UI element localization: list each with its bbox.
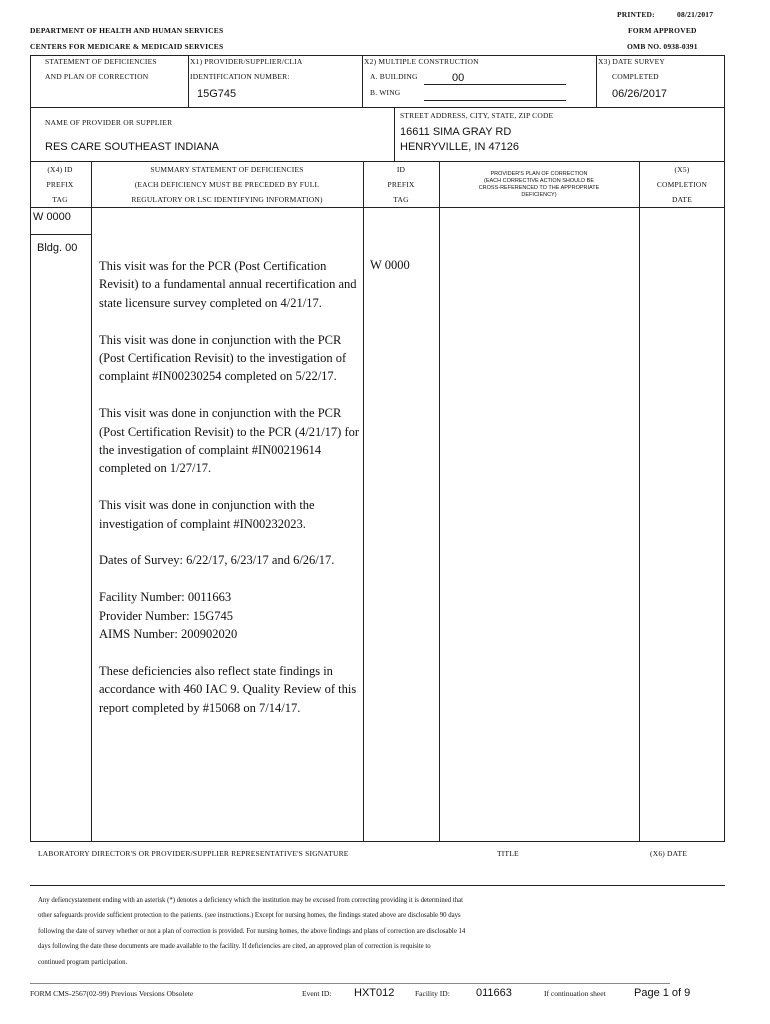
printed-date: 08/21/2017 <box>677 10 714 19</box>
disclaimer-line: days following the date these documents are made available to the facility. If deficiencies are cited, an approved plan of correction is requisite to <box>38 943 431 951</box>
summary-paragraph: These deficiencies also reflect state findings in accordance with 460 IAC 9. Quality Review of this report completed by #15068 on 7/14/17. <box>99 663 357 715</box>
date-label: (X6) DATE <box>650 849 688 858</box>
facility-id-value: 011663 <box>476 987 512 999</box>
clia-number: 15G745 <box>197 88 237 100</box>
disclaimer-line: other safeguards provide sufficient protection to the patients. (see instructions.) Except for nursing homes, the findings stated above are disclosable 90 days <box>38 912 461 920</box>
x3-label-1: X3) DATE SURVEY <box>598 57 665 66</box>
id-label-1: ID <box>396 165 406 174</box>
statement-label-2: AND PLAN OF CORRECTION <box>45 72 149 81</box>
plan-label-4: DEFICIENCY) <box>521 192 557 198</box>
x2-label: X2) MULTIPLE CONSTRUCTION <box>364 57 479 66</box>
left-tag: W 0000 <box>33 211 71 223</box>
x1-label-2: IDENTIFICATION NUMBER: <box>190 72 290 81</box>
summary-paragraph: This visit was done in conjunction with the investigation of complaint #IN00232023. <box>99 498 315 531</box>
statement-label-1: STATEMENT OF DEFICIENCIES <box>45 57 157 66</box>
signature-divider <box>30 885 725 886</box>
printed-label: PRINTED: <box>617 10 655 19</box>
summary-paragraph: This visit was done in conjunction with the PCR (Post Certification Revisit) to the PCR (4/21/17) for the investigation of complaint #IN00219614 completed on 1/27/17. <box>99 406 360 476</box>
summary-paragraph: Dates of Survey: 6/22/17, 6/23/17 and 6/26/17. <box>99 553 335 568</box>
x5-label-1: (X5) <box>674 165 690 174</box>
x3-label-2: COMPLETED <box>612 72 659 81</box>
plan-label-1: PROVIDER'S PLAN OF CORRECTION <box>490 171 588 177</box>
building-label: A. BUILDING <box>370 72 418 81</box>
title-label: TITLE <box>497 849 519 858</box>
x4-label-2: PREFIX <box>46 180 74 189</box>
summary-paragraph: This visit was done in conjunction with the PCR (Post Certification Revisit) to the investigation of complaint #IN00230254 completed on 5/22/17. <box>99 332 347 384</box>
wing-label: B. WING <box>370 88 401 97</box>
x5-label-2: COMPLETION <box>656 180 708 189</box>
summary-label-3: REGULATORY OR LSC IDENTIFYING INFORMATION) <box>131 195 323 204</box>
provider-name: RES CARE SOUTHEAST INDIANA <box>45 141 219 153</box>
plan-label-3: CROSS-REFERENCED TO THE APPROPRIATE <box>478 185 600 191</box>
x4-label-3: TAG <box>52 195 68 204</box>
aims-number: AIMS Number: 200902020 <box>99 627 238 642</box>
disclaimer <box>38 893 465 970</box>
disclaimer-line: Any defiencystatement ending with an asterisk (*) denotes a deficiency which the institution may be excused from correcting providing it is determined that <box>38 897 464 904</box>
department-title: DEPARTMENT OF HEALTH AND HUMAN SERVICES <box>30 26 224 35</box>
centers-title: CENTERS FOR MEDICARE & MEDICAID SERVICES <box>30 42 224 51</box>
building-tag: Bldg. 00 <box>37 242 78 254</box>
event-id-value: HXT012 <box>354 987 395 999</box>
x4-label-1: (X4) ID <box>47 165 73 174</box>
provider-number: Provider Number: 15G745 <box>99 608 234 623</box>
summary-label-1: SUMMARY STATEMENT OF DEFICIENCIES <box>150 165 304 174</box>
omb-number: OMB NO. 0938-0391 <box>627 42 698 51</box>
id-label-2: PREFIX <box>387 180 415 189</box>
right-tag: W 0000 <box>370 258 410 272</box>
deficiency-summary <box>99 257 361 735</box>
form-number: FORM CMS-2567(02-99) Previous Versions Obsolete <box>30 989 194 998</box>
footer-divider <box>30 983 670 984</box>
signature-label: LABORATORY DIRECTOR'S OR PROVIDER/SUPPLIER REPRESENTATIVE'S SIGNATURE <box>38 849 349 858</box>
disclaimer-line: following the date of survey whether or not a plan of correction is provided. For nursing homes, the above findings and plans of correction are disclosable 14 <box>38 927 466 935</box>
address-line-2: HENRYVILLE, IN 47126 <box>400 141 520 153</box>
summary-label-2: (EACH DEFICIENCY MUST BE PRECEDED BY FULL <box>134 180 320 189</box>
page-number: Page 1 of 9 <box>634 987 691 999</box>
x1-label-1: X1) PROVIDER/SUPPLIER/CLIA <box>190 57 303 66</box>
provider-label: NAME OF PROVIDER OR SUPPLIER <box>45 118 173 127</box>
disclaimer-line: continued program participation. <box>38 958 128 966</box>
plan-label <box>440 171 638 199</box>
survey-completed-date: 06/26/2017 <box>612 88 668 100</box>
address-line-1: 16611 SIMA GRAY RD <box>400 126 512 138</box>
facility-number: Facility Number: 0011663 <box>99 590 232 605</box>
plan-label-2: (EACH CORRECTIVE ACTION SHOULD BE <box>483 178 595 184</box>
x5-label-3: DATE <box>672 195 692 204</box>
id-label-3: TAG <box>393 195 409 204</box>
address-label: STREET ADDRESS, CITY, STATE, ZIP CODE <box>400 111 554 120</box>
form-approved: FORM APPROVED <box>628 26 697 35</box>
event-id-label: Event ID: <box>302 989 332 998</box>
facility-id-label: Facility ID: <box>415 989 450 998</box>
summary-paragraph: This visit was for the PCR (Post Certification Revisit) to a fundamental annual recertification and state licensure survey completed on 4/21/17. <box>99 259 357 310</box>
continuation-label: If continuation sheet <box>544 989 606 998</box>
building-value: 00 <box>452 72 465 84</box>
